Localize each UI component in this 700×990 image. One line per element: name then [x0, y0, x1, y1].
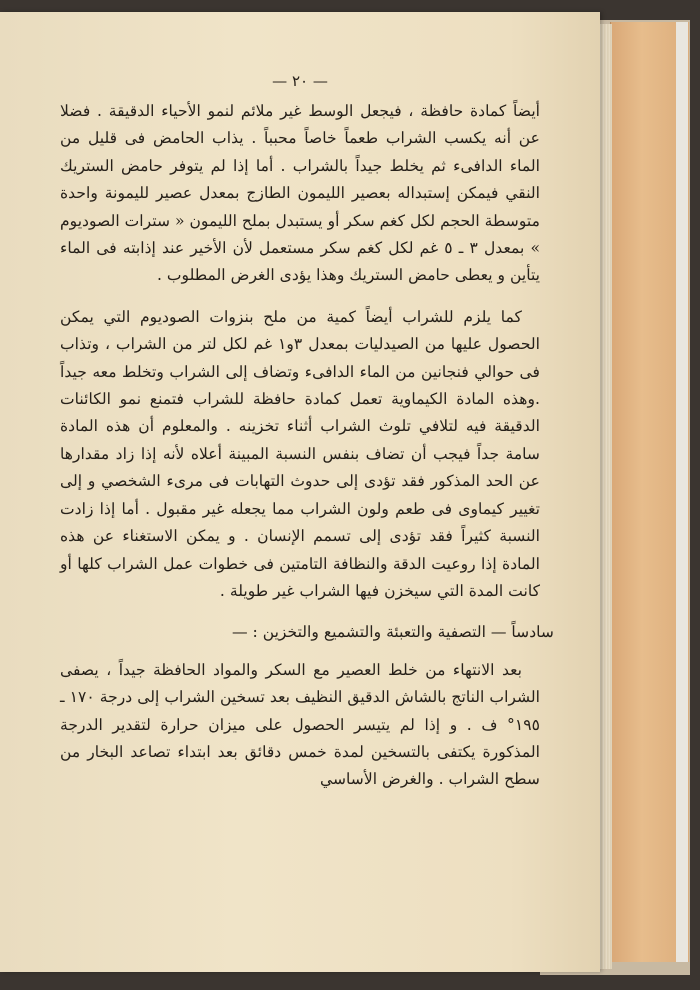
paragraph-2: كما يلزم للشراب أيضاً كمية من ملح بنزوات الصوديوم التي يمكن الحصول عليها من الصيدليات بمعدل ٣و١ غم لكل لتر من الشراب ، وتذاب فى حوالي فنجانين من الماء الدافىء وتضاف إلى الشراب وتخلط معه جيداً .وهذه المادة الكيماوية تعمل كمادة حافظة للشراب فتمنع نمو الكائنات الدقيقة فيه لتلافي تلوث الشراب أثناء تخزينه . والمعلوم أن هذه المادة سامة جداً فيجب أن تضاف بنفس النسبة المبينة أعلاه لأنه إذا زاد مقدارها عن الحد المذكور فقد تؤدى إلى حدوث التهابات فى مرىء الشخصي و إلى تغيير كيماوى فى طعم ولون الشراب مما يجعله غير مقبول . أما إذا زادت النسبة كثيراً فقد تؤدى إلى تسمم الإنسان . و يمكن الاستغناء عن هذه المادة إذا روعيت الدقة والنظافة التامتين فى خطوات عمل الشراب كلها أو كانت المدة التي سيخزن فيها الشراب غير طويلة . [60, 307, 540, 600]
paragraph-1: أيضاً كمادة حافظة ، فيجعل الوسط غير ملائم لنمو الأحياء الدقيقة . فضلا عن أنه يكسب الشراب طعماً خاصاً محبباً . يذاب الحامض فى قليل من الماء الدافىء ثم يخلط جيداً بالشراب . أما إذا لم يتوفر حامض الستريك النقي فيمكن إستبداله بعصير الليمون الطازج بمعدل عصير لليمونة واحدة متوسطة الحجم لكل كغم سكر أو يستبدل بملح الليمون « سترات الصوديوم » بمعدل ٣ ـ ٥ غم لكل كغم سكر مستعمل لأن الأخير عند إذابته فى الماء يتأين و يعطى حامض الستريك وهذا يؤدى الغرض المطلوب . [60, 102, 540, 285]
page-text [60, 70, 554, 794]
cover-margin [676, 22, 688, 962]
page-number: — ٢٠ — [272, 72, 328, 90]
section-heading: سادساً — التصفية والتعبئة والتشميع والتخزين : — [231, 623, 554, 642]
book-page [0, 12, 600, 972]
paragraph-3: بعد الانتهاء من خلط العصير مع السكر والمواد الحافظة جيداً ، يصفى الشراب الناتج بالشاش الدقيق النظيف بعد تسخين الشراب إلى درجة ١٧٠ ـ ١٩٥° ف . و إذا لم يتيسر الحصول على ميزان حرارة لتقدير الدرجة المذكورة يكتفى بالتسخين لمدة خمس دقائق بعد ابتداء تصاعد البخار من سطح الشراب . والغرض الأساسي [60, 660, 540, 789]
